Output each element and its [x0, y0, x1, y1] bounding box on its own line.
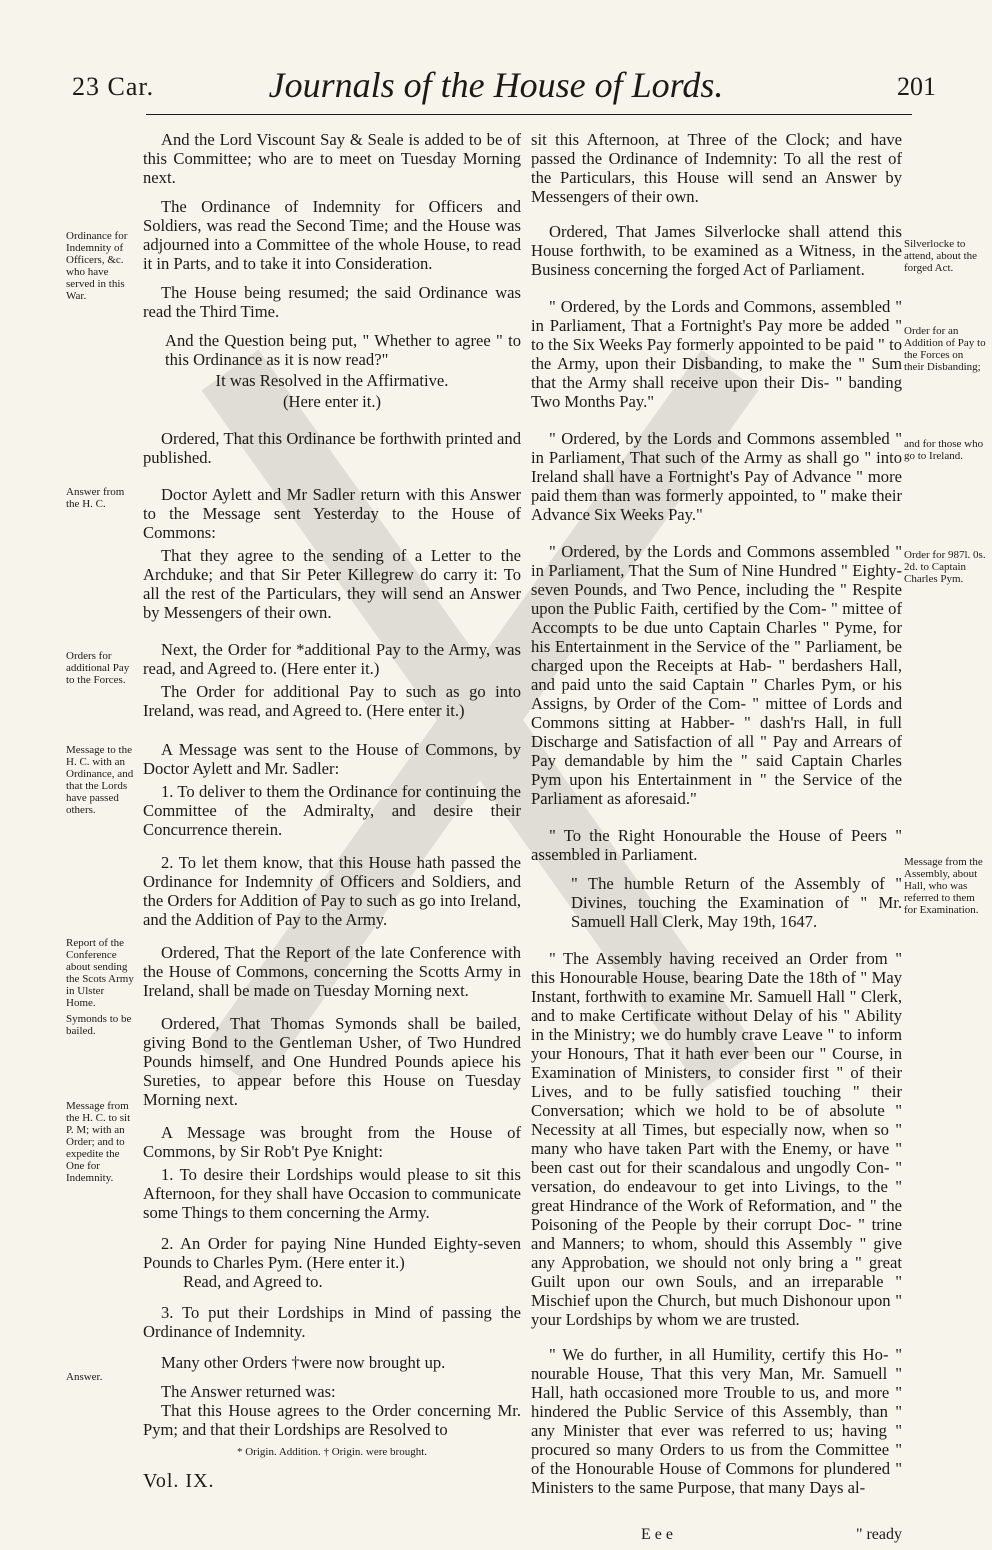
volume-number: Vol. IX. [143, 1470, 215, 1492]
paragraph: 1. To desire their Lordships would please to sit this Afternoon, for they shall have Occasion to communicate some Things to them concerning the Army. [143, 1165, 521, 1222]
page-number: 201 [897, 72, 936, 101]
paragraph: Ordered, That James Silverlocke shall attend this House forthwith, to be examined as a Witness, in the Business concerning the forged Act of Parliament. [531, 222, 902, 279]
margin-note: Order for 987l. 0s. 2d. to Captain Charles Pym. [904, 549, 986, 585]
paragraph: Doctor Aylett and Mr Sadler return with this Answer to the Message sent Yesterday to the House of Commons: [143, 485, 521, 542]
paragraph: Ordered, That Thomas Symonds shall be bailed, giving Bond to the Gentleman Usher, of Two Hundred Pounds himself, and One Hundred Pounds apiece his Sureties, to appear before this House on Tuesday Morning next. [143, 1014, 521, 1109]
margin-note: Message from the H. C. to sit P. M; with an Order; and to expedite the One for Indemnity. [66, 1100, 131, 1184]
paragraph: Ordered, That the Report of the late Conference with the House of Commons, concerning the Scotts Army in Ireland, shall be made on Tuesday Morning next. [143, 943, 521, 1000]
margin-note: Silverlocke to attend, about the forged Act. [904, 238, 978, 274]
return-title: " The humble Return of the Assembly of " Divines, touching the Examination of " Mr. Samuell Hall Clerk, May 19th, 1647. [571, 874, 902, 931]
order-text: " Ordered, by the Lords and Commons assembled " in Parliament, That such of the Army as shall go " into Ireland shall have a Fortnight's Pay of Advance " more paid them than was formerly appointed, to " make their Advance Six Weeks Pay." [531, 429, 902, 524]
margin-note: Orders for additional Pay to the Forces. [66, 650, 130, 686]
right-column [531, 130, 902, 1497]
left-column [143, 130, 521, 1491]
paragraph: Read, and Agreed to. [183, 1272, 323, 1291]
margin-note: and for those who go to Ireland. [904, 438, 984, 462]
margin-note: Answer from the H. C. [66, 486, 125, 510]
paragraph: That they agree to the sending of a Letter to the Archduke; and that Sir Peter Killegrew do carry it: To all the rest of the Particulars, they will send an Answer by Messengers of their own. [143, 546, 521, 622]
paragraph: The Order for additional Pay to such as go into Ireland, was read, and Agreed to. (Here enter it.) [143, 682, 521, 720]
paragraph: The Ordinance of Indemnity for Officers and Soldiers, was read the Second Time; and the House was adjourned into a Committee of the whole House, to read it in Parts, and to take it into Consideration. [143, 197, 521, 273]
order-text: " Ordered, by the Lords and Commons, assembled " in Parliament, That a Fortnight's Pay more be added " to the Six Weeks Pay formerly appointed to be paid " to the Army, upon their Disbanding, to make the " Sum that the Army shall receive upon their Dis- " banding Two Months Pay." [531, 297, 902, 411]
signature-mark: E e e [641, 1526, 673, 1543]
paragraph: sit this Afternoon, at Three of the Clock; and have passed the Ordinance of Indemnity: To all the rest of the Particulars, this House will send an Answer by Messengers of their own. [531, 130, 902, 206]
paragraph: 3. To put their Lordships in Mind of passing the Ordinance of Indemnity. [143, 1303, 521, 1341]
margin-note: Order for an Addition of Pay to the Forces on their Disbanding; [904, 325, 986, 373]
header-rule [146, 114, 912, 115]
paragraph: A Message was sent to the House of Commons, by Doctor Aylett and Mr. Sadler: [143, 740, 521, 778]
regnal-year: 23 Car. [72, 72, 155, 101]
paragraph: Next, the Order for *additional Pay to the Army, was read, and Agreed to. (Here enter it.) [143, 640, 521, 678]
order-text: " Ordered, by the Lords and Commons assembled " in Parliament, That the Sum of Nine Hundred " Eighty-seven Pounds, and Two Pence, including the " Respite upon the Public Faith, certified by the Com- " mittee of Accompts to be due unto Captain Charles " Pyme, for his Entertainment in the Service of the " Parliament, be charged upon the Receipts at Hab- " berdashers Hall, and paid unto the said Captain " Charles Pym, or his Assigns, by Order of the Com- " mittee of Lords and Commons sitting at Habber- " dash'rs Hall, in full Discharge and Satisfaction of all " Pay and Arrears of Pay demandable by him the " said Captain Charles Pym upon his Entertainment in " the Service of the Parliament as aforesaid." [531, 542, 902, 808]
paragraph: 1. To deliver to them the Ordinance for continuing the Committee of the Admiralty, and desire their Concurrence therein. [143, 782, 521, 839]
page-header [0, 60, 992, 120]
paragraph: That this House agrees to the Order concerning Mr. Pym; and that their Lordships are Resolved to [143, 1401, 521, 1439]
paragraph: Many other Orders †were now brought up. [161, 1353, 446, 1372]
margin-note: Report of the Conference about sending the Scots Army in Ulster Home. [66, 937, 134, 1009]
paragraph: 2. To let them know, that this House hath passed the Ordinance for Indemnity of Officers and Soldiers, and the Orders for Addition of Pay to such as go into Ireland, and the Addition of Pay to the Army. [143, 853, 521, 929]
question: And the Question being put, " Whether to agree " to this Ordinance as it is now read?" [165, 331, 521, 369]
margin-note: Message from the Assembly, about Hall, who was referred to them for Examination. [904, 856, 983, 916]
enter-note: (Here enter it.) [282, 392, 382, 411]
assembly-text: " We do further, in all Humility, certify this Ho- " nourable House, That this very Man, Mr. Samuell " Hall, hath occasioned more Trouble to us, and more " hindered the Public Service of this Assembly, than " any Minister that ever was referred to us; having " procured so many Orders to us from the Committee " of the Honourable House of Commons for plundered " Ministers to the same Purpose, that many Days al- [531, 1345, 902, 1497]
resolution: It was Resolved in the Affirmative. [215, 371, 449, 390]
assembly-text: " The Assembly having received an Order from " this Honourable House, bearing Date the 18th of " May Instant, forthwith to examine Mr. Samuell Hall " Clerk, and to make Certificate without Delay of his " Ability in the Ministry; we do humbly crave Leave " to inform your Honours, That it hath ever been our " Course, in Examination of Ministers, to consider first " of their Lives, and to be fully satisfied touching " their Conversation; which we hold to be of absolute " Necessity at all Times, but especially now, when so " many who have taken Part with the Enemy, or have " been cast out for their scandalous and ungodly Con- " versation, do endeavour to get into Livings, to the " great Hindrance of the Work of Reformation, and " the Poisoning of the People by their corrupt Doc- " trine and Manners; to whom, should this Assembly " give any Approbation, we should not only bring a " great Guilt upon our own Souls, and an irreparable " Mischief upon the Church, but much Dishonour upon " your Lordships by whom we are trusted. [531, 949, 902, 1329]
paragraph: A Message was brought from the House of Commons, by Sir Rob't Pye Knight: [143, 1123, 521, 1161]
paragraph: Ordered, That this Ordinance be forthwith printed and published. [143, 429, 521, 467]
address-line: " To the Right Honourable the House of Peers " assembled in Parliament. [531, 826, 902, 864]
catchword: " ready [855, 1526, 902, 1543]
margin-note: Answer. [66, 1371, 103, 1383]
margin-note: Message to the H. C. with an Ordinance, and that the Lords have passed others. [66, 744, 134, 816]
paragraph: 2. An Order for paying Nine Hunded Eighty-seven Pounds to Charles Pym. (Here enter it.) [143, 1234, 521, 1272]
paragraph: The House being resumed; the said Ordinance was read the Third Time. [143, 283, 521, 321]
paragraph: The Answer returned was: [161, 1382, 336, 1401]
paragraph: And the Lord Viscount Say & Seale is added to be of this Committee; who are to meet on Tuesday Morning next. [143, 130, 521, 187]
margin-note: Ordinance for Indemnity of Officers, &c. who have served in this War. [66, 230, 128, 302]
margin-note: Symonds to be bailed. [66, 1013, 132, 1037]
journal-title: Journals of the House of Lords. [268, 65, 724, 105]
footnote: * Origin. Addition. † Origin. were brought. [236, 1446, 428, 1458]
